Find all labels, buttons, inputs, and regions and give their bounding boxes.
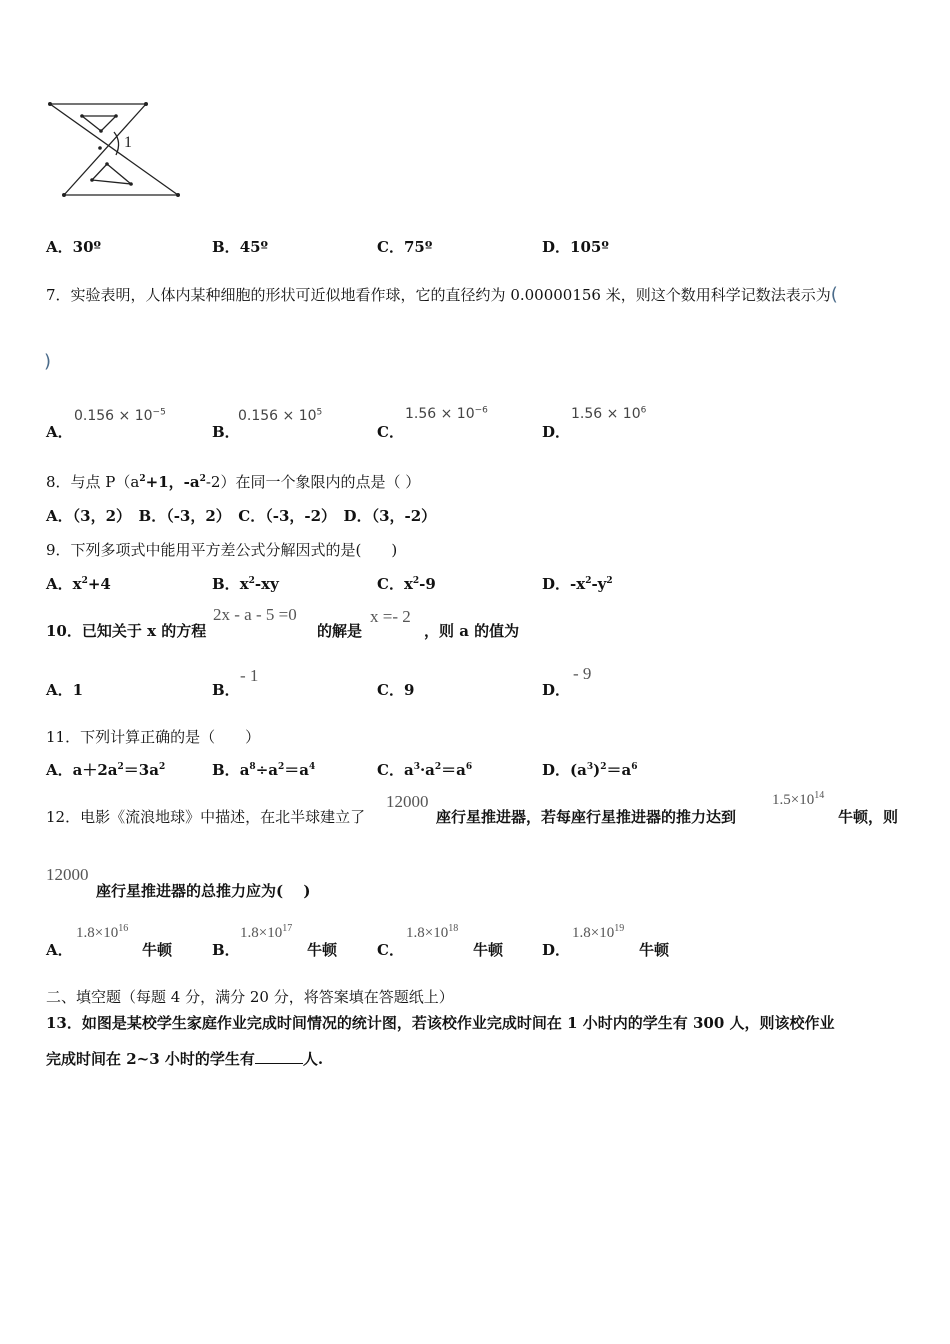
q12-option-b-value: $1.8\times 10^{17}$ bbox=[240, 923, 293, 941]
q9-option-c[interactable]: C．$x^2-9$ bbox=[377, 575, 436, 593]
q7-option-b-value: $0.156 \times 10^5$ bbox=[238, 407, 323, 424]
q12-option-a-unit: 牛顿 bbox=[142, 941, 173, 959]
q7-stem: 7．实验表明，人体内某种细胞的形状可近似地看作球，它的直径约为 0.00000156 米，则这个数用科学记数法表示为( bbox=[46, 284, 838, 305]
q10-option-d-value: - 9 bbox=[573, 664, 592, 683]
q12-prefix: 12．电影《流浪地球》中描述，在北半球建立了 bbox=[46, 808, 366, 826]
q12-option-c-letter[interactable]: C． bbox=[377, 941, 404, 959]
q8-stem: 8．与点 $P(a^2+1$，$-a^2-2$）在同一个象限内的点是（ ） bbox=[46, 473, 421, 491]
q9-option-b[interactable]: B．$x^2-xy$ bbox=[212, 575, 279, 593]
q10-option-d-letter[interactable]: D． bbox=[542, 681, 571, 699]
q10-option-a[interactable]: A．1 bbox=[46, 681, 84, 699]
q7-option-b-letter[interactable]: B． bbox=[212, 423, 240, 441]
q12-thrust: $1.5\times 10^{14}$ bbox=[772, 790, 825, 808]
q12-option-c-unit: 牛顿 bbox=[473, 941, 504, 959]
q7-option-d-value: $1.56 \times 10^6$ bbox=[571, 405, 647, 422]
q10-equation: 2x - a - 5 =0 bbox=[213, 605, 297, 624]
q9-option-d[interactable]: D．$-x^2-y^2$ bbox=[542, 575, 613, 593]
q12-option-c-value: $1.8\times 10^{18}$ bbox=[406, 923, 459, 941]
q7-option-a-letter[interactable]: A． bbox=[46, 423, 73, 441]
q6-option-a[interactable]: A．30º bbox=[46, 238, 102, 256]
q10-prefix: 10．已知关于 x 的方程 bbox=[46, 622, 207, 640]
q8-options[interactable]: A．（3，2） B．（-3，2） C．（-3，-2） D．（3，-2） bbox=[46, 507, 437, 525]
q12-middle: 座行星推进器，若每座行星推进器的推力达到 bbox=[436, 808, 737, 826]
q9-option-a[interactable]: A．$x^2+4$ bbox=[46, 575, 111, 593]
q12-count-repeat: 12000 bbox=[46, 865, 89, 884]
section-title: 二、填空题（每题 4 分，满分 20 分，将答案填在答题纸上） bbox=[46, 988, 454, 1006]
q12-option-d-unit: 牛顿 bbox=[639, 941, 670, 959]
q11-option-a[interactable]: A．$a+2a^2=3a^2$ bbox=[46, 761, 166, 779]
q12-option-a-value: $1.8\times 10^{16}$ bbox=[76, 923, 129, 941]
q12-question: 座行星推进器的总推力应为( ) bbox=[96, 882, 311, 900]
q6-option-c[interactable]: C．75º bbox=[377, 238, 433, 256]
q11-option-b[interactable]: B．$a^8\div a^2=a^4$ bbox=[212, 761, 316, 779]
q7-option-d-letter[interactable]: D． bbox=[542, 423, 571, 441]
q10-suffix: ，则 a 的值为 bbox=[424, 622, 520, 640]
q7-option-a-value: $0.156 \times 10^{-5}$ bbox=[74, 407, 166, 424]
q13-line1: 13．如图是某校学生家庭作业完成时间情况的统计图，若该校作业完成时间在 1 小时内的学生有 300 人，则该校作业 bbox=[46, 1014, 835, 1032]
q12-count: 12000 bbox=[386, 792, 429, 811]
q12-option-a-letter[interactable]: A． bbox=[46, 941, 73, 959]
q11-option-c[interactable]: C．$a^3\cdot a^2=a^6$ bbox=[377, 761, 473, 779]
q12-suffix: 牛顿，则 bbox=[838, 808, 899, 826]
q9-stem: 9．下列多项式中能用平方差公式分解因式的是( ) bbox=[46, 541, 398, 559]
q12-option-b-letter[interactable]: B． bbox=[212, 941, 240, 959]
q6-option-b[interactable]: B．45º bbox=[212, 238, 269, 256]
q10-solution: x =- 2 bbox=[370, 607, 411, 626]
q12-option-b-unit: 牛顿 bbox=[307, 941, 338, 959]
q7-close-paren: ) bbox=[44, 351, 52, 372]
triangle-figure bbox=[44, 98, 194, 202]
q6-option-d[interactable]: D．105º bbox=[542, 238, 609, 256]
q10-option-b-letter[interactable]: B． bbox=[212, 681, 240, 699]
q12-option-d-value: $1.8\times 10^{19}$ bbox=[572, 923, 625, 941]
q11-stem: 11．下列计算正确的是（ ） bbox=[46, 728, 261, 746]
q13-line2: 完成时间在 2~3 小时的学生有 人. bbox=[46, 1050, 324, 1068]
q7-option-c-letter[interactable]: C． bbox=[377, 423, 404, 441]
q10-option-c[interactable]: C．9 bbox=[377, 681, 415, 699]
q10-middle: 的解是 bbox=[317, 622, 363, 640]
answer-blank[interactable] bbox=[255, 1051, 303, 1064]
q11-option-d[interactable]: D．$(a^3)^2=a^6$ bbox=[542, 761, 638, 779]
q10-option-b-value: - 1 bbox=[240, 666, 259, 685]
q12-option-d-letter[interactable]: D． bbox=[542, 941, 571, 959]
q7-option-c-value: $1.56 \times 10^{-6}$ bbox=[405, 405, 488, 422]
angle-label: 1 bbox=[124, 134, 132, 151]
